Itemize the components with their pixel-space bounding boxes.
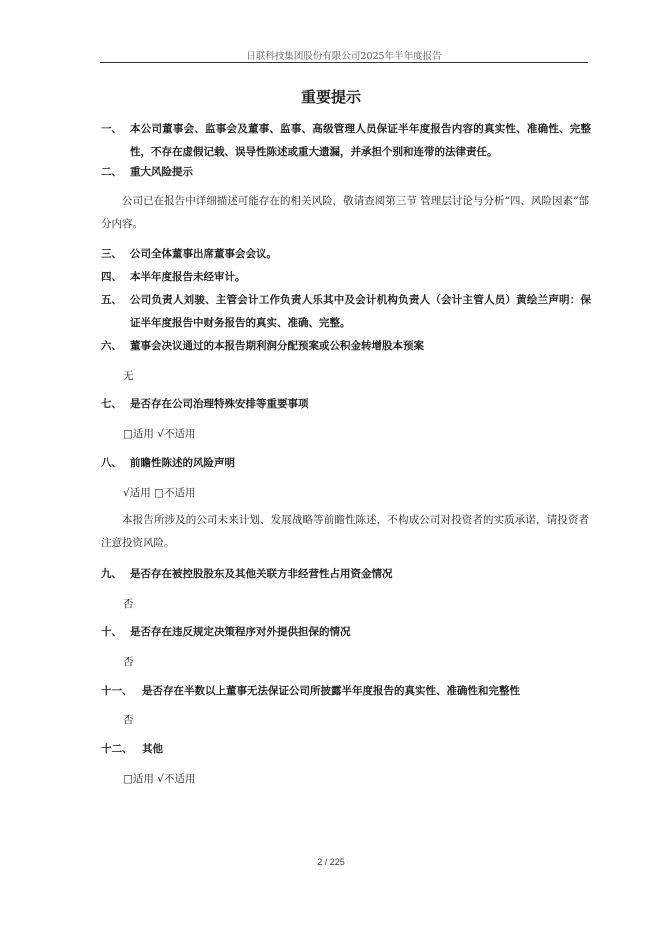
section-number: 九、 [101, 568, 122, 580]
section-number: 十二、 [101, 743, 133, 755]
section-3 [101, 243, 591, 266]
section-5 [101, 289, 591, 335]
section-number: 二、 [101, 166, 122, 178]
section-8 [101, 452, 591, 475]
section-12 [101, 738, 591, 761]
section-number: 一、 [101, 123, 122, 135]
section-text: 本半年度报告未经审计。 [130, 271, 246, 283]
forward-looking-paragraph: 本报告所涉及的公司未来计划、发展战略等前瞻性陈述，不构成公司对投资者的实质承诺，请投资者注意投资风险。 [101, 514, 589, 549]
section-9 [101, 563, 591, 586]
section-10 [101, 621, 591, 644]
section-1 [101, 118, 591, 164]
section-10-answer: 否 [123, 656, 134, 668]
section-7-answer: □适用 √不适用 [123, 428, 196, 440]
section-text: 前瞻性陈述的风险声明 [130, 457, 235, 469]
section-text: 是否存在被控股股东及其他关联方非经营性占用资金情况 [130, 568, 393, 580]
page-title: 重要提示 [300, 88, 361, 106]
section-number: 四、 [101, 271, 122, 283]
section-9-answer: 否 [123, 598, 134, 610]
section-number: 十、 [101, 626, 122, 638]
section-7 [101, 393, 591, 416]
section-text: 是否存在违反规定决策程序对外提供担保的情况 [130, 626, 351, 638]
section-8-answer: √适用 □不适用 [123, 487, 196, 499]
section-12-answer: □适用 √不适用 [123, 773, 196, 785]
section-text: 是否存在半数以上董事无法保证公司所披露半年度报告的真实性、准确性和完整性 [142, 685, 520, 697]
section-text: 是否存在公司治理特殊安排等重要事项 [130, 398, 309, 410]
section-number: 十一、 [101, 685, 133, 697]
section-text: 其他 [142, 743, 163, 755]
section-text: 公司负责人刘骏、主管会计工作负责人乐其中及会计机构负责人（会计主管人员）黄绘兰声明：保证半年度报告中财务报告的真实、准确、完整。 [130, 294, 591, 329]
section-number: 八、 [101, 457, 122, 469]
section-text: 公司全体董事出席董事会会议。 [130, 248, 277, 260]
header-rule [100, 62, 588, 63]
section-text: 重大风险提示 [130, 166, 193, 178]
section-number: 三、 [101, 248, 122, 260]
section-text: 董事会决议通过的本报告期利润分配预案或公积金转增股本预案 [130, 340, 424, 352]
report-header: 日联科技集团股份有限公司2025年半年度报告 [246, 51, 442, 62]
section-number: 五、 [101, 294, 122, 306]
risk-note-paragraph: 公司已在报告中详细描述可能存在的相关风险，敬请查阅第三节 管理层讨论与分析“四、风险因素”部分内容。 [101, 195, 589, 230]
section-11 [101, 680, 591, 703]
page-number: 2 / 225 [317, 857, 345, 867]
section-number: 六、 [101, 340, 122, 352]
section-6 [101, 335, 591, 358]
section-6-answer: 无 [123, 370, 134, 382]
section-4 [101, 266, 591, 289]
section-number: 七、 [101, 398, 122, 410]
section-11-answer: 否 [123, 714, 134, 726]
section-text: 本公司董事会、监事会及董事、监事、高级管理人员保证半年度报告内容的真实性、准确性、完整性，不存在虚假记载、误导性陈述或重大遗漏，并承担个别和连带的法律责任。 [130, 123, 591, 158]
section-2 [101, 161, 591, 184]
